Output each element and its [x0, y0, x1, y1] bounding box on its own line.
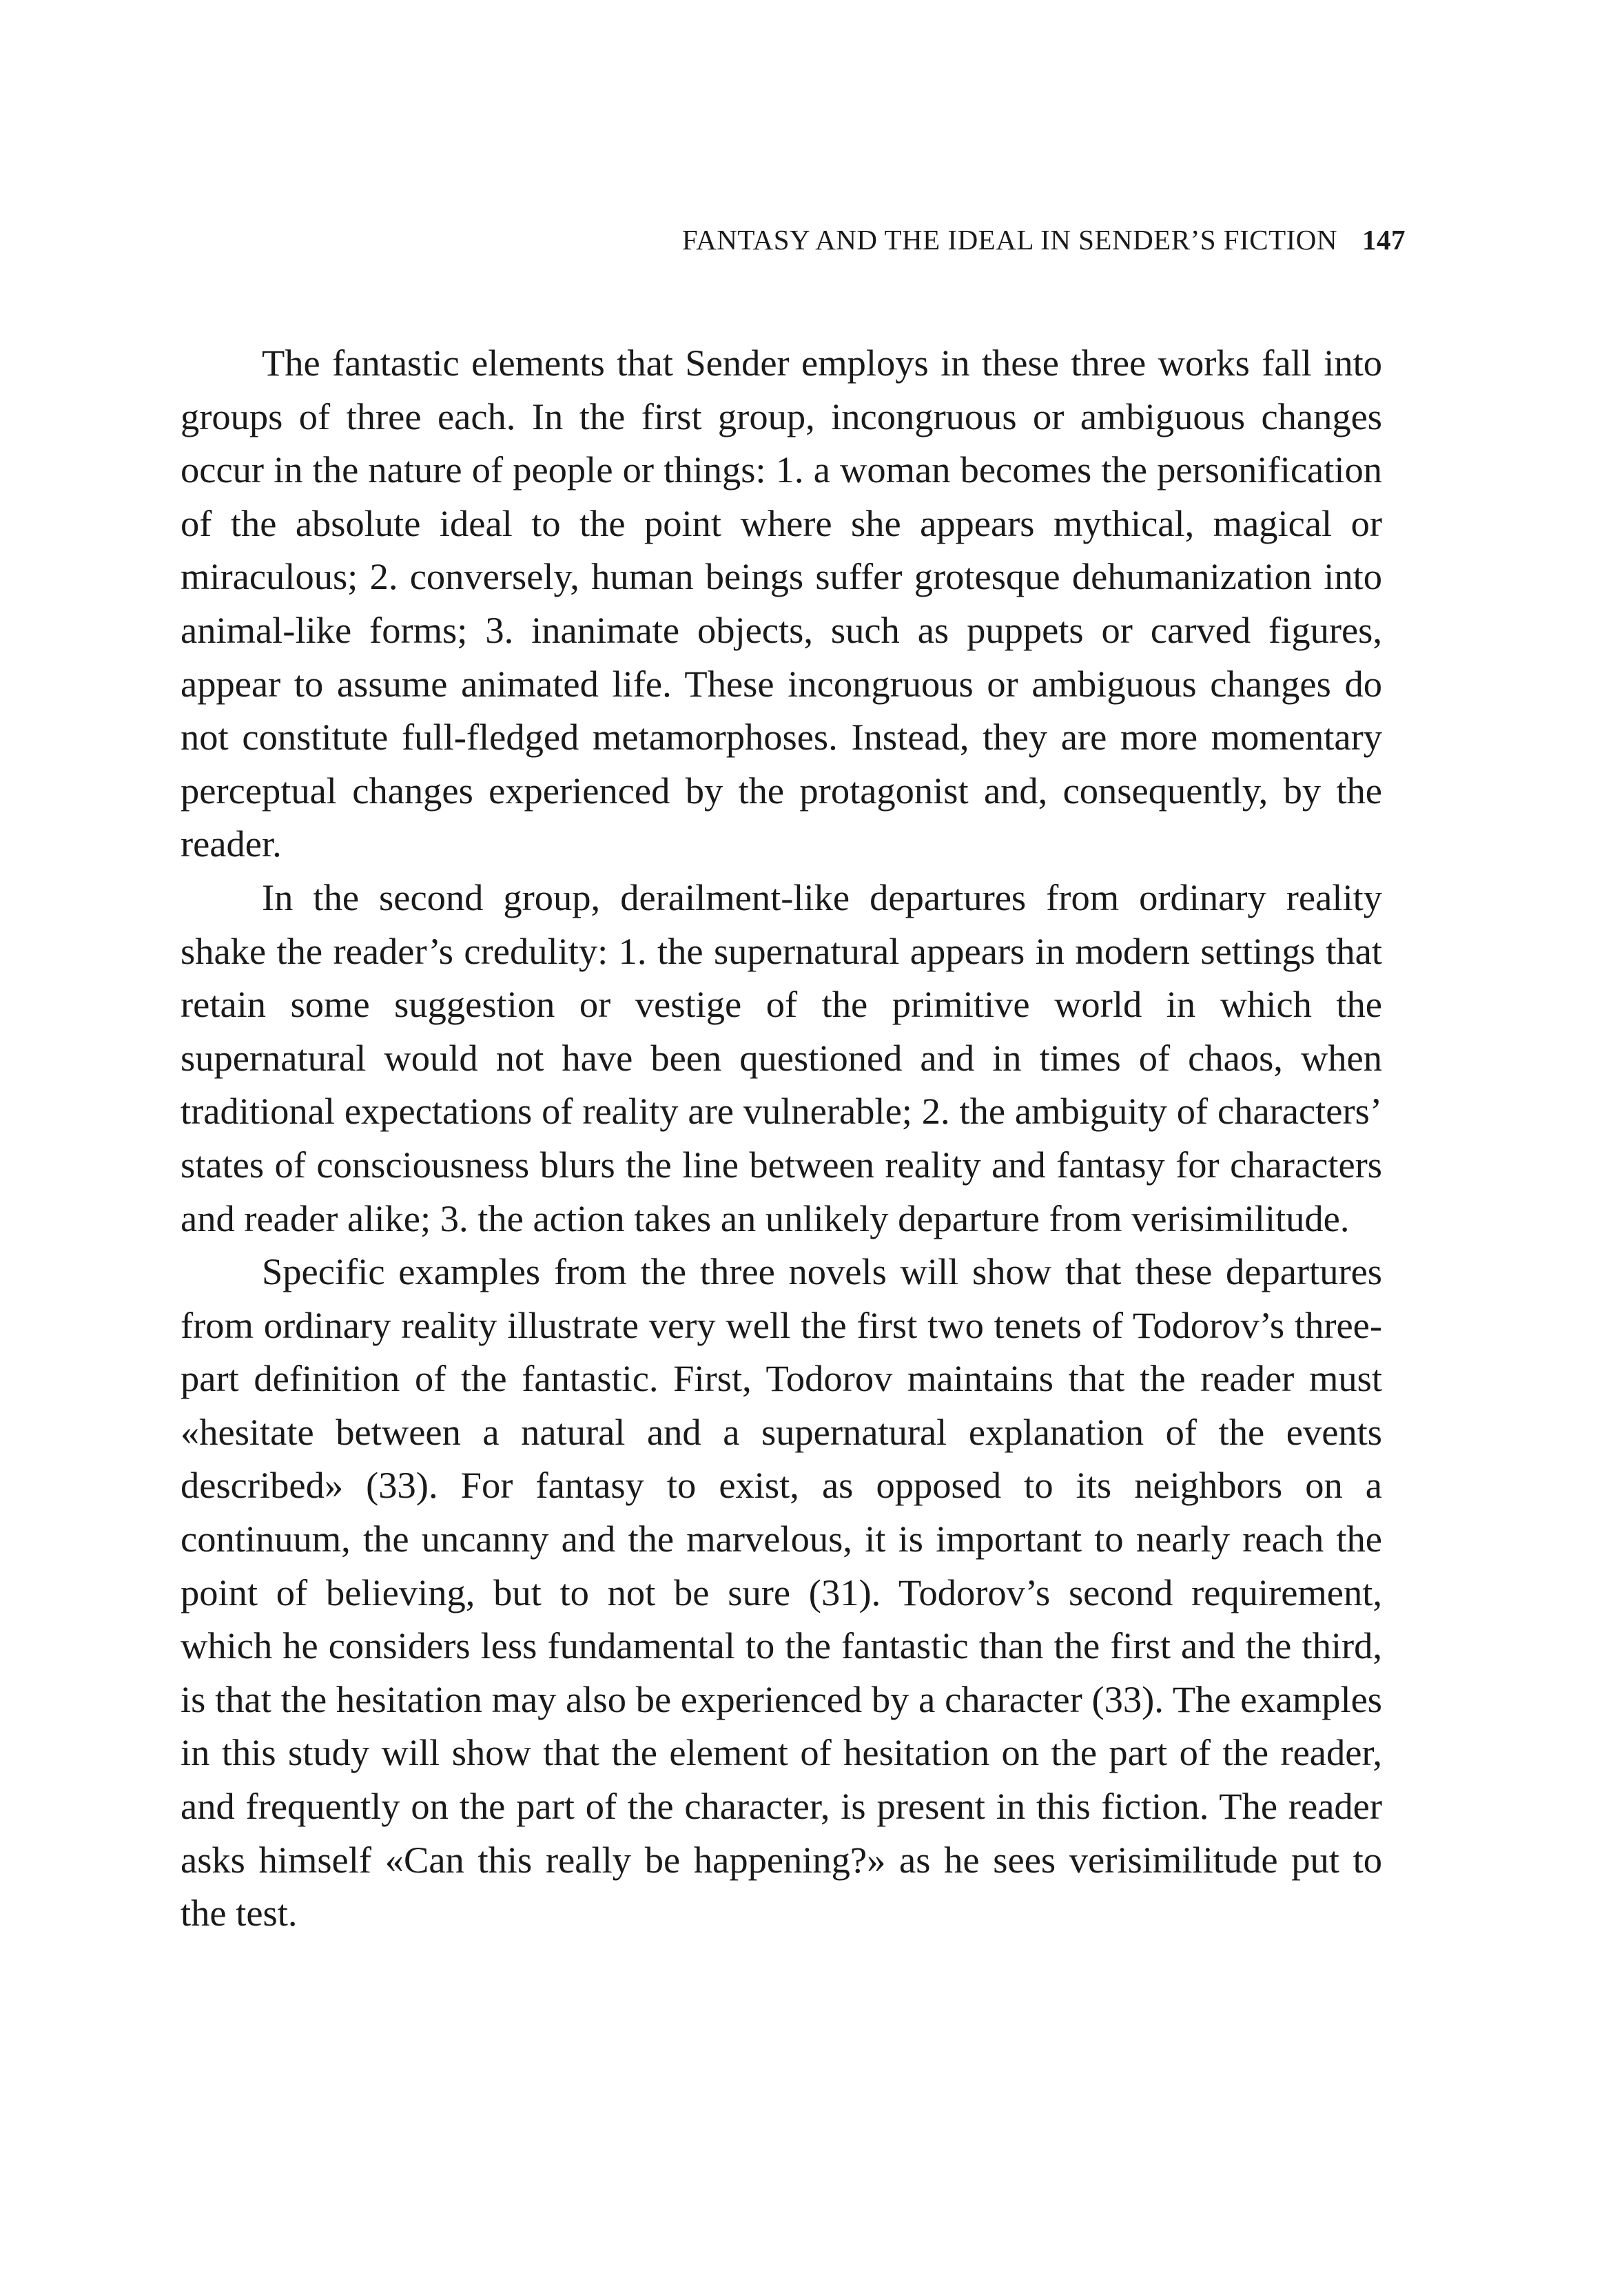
- paragraph-1: The fantastic elements that Sender employs in these three works fall into groups of three each. In the first group, incongruous or ambiguous changes occur in the nature of people or things: 1. a woman becomes the personification of the absolute ideal to the point where she appears mythical, magical or miraculous; 2. conversely, human beings suffer grotesque dehumanization into animal-like forms; 3. inanimate objects, such as puppets or carved figures, appear to assume animated life. These incongruous or ambiguous changes do not constitute full-fledged metamorphoses. Instead, they are more momentary perceptual changes experienced by the protagonist and, consequently, by the reader.: [181, 342, 1382, 865]
- paragraph-3: Specific examples from the three novels will show that these departures from ordinary reality illustrate very well the first two tenets of Todorov’s three-part definition of the fantastic. First, Todorov maintains that the reader must «hesitate between a natural and a supernatural explanation of the events described» (33). For fantasy to exist, as opposed to its neighbors on a continuum, the uncanny and the marvelous, it is important to nearly reach the point of believing, but to not be sure (31). Todorov’s second requirement, which he considers less fundamental to the fantastic than the first and the third, is that the hesitation may also be experienced by a character (33). The examples in this study will show that the element of hesitation on the part of the reader, and frequently on the part of the character, is present in this fiction. The reader asks himself «Can this really be happening?» as he sees verisimilitude put to the test.: [181, 1250, 1382, 1935]
- page-number: 147: [1362, 224, 1406, 256]
- body-text: [181, 336, 1382, 1940]
- running-header: [262, 219, 1406, 260]
- running-title: FANTASY AND THE IDEAL IN SENDER’S FICTION: [681, 224, 1337, 256]
- paragraph-2: In the second group, derailment-like departures from ordinary reality shake the reader’s credulity: 1. the supernatural appears in modern settings that retain some suggestion or vestige of the primitive world in which the supernatural would not have been questioned and in times of chaos, when traditional expectations of reality are vulnerable; 2. the ambiguity of characters’ states of consciousness blurs the line between reality and fantasy for characters and reader alike; 3. the action takes an unlikely departure from verisimilitude.: [181, 876, 1382, 1239]
